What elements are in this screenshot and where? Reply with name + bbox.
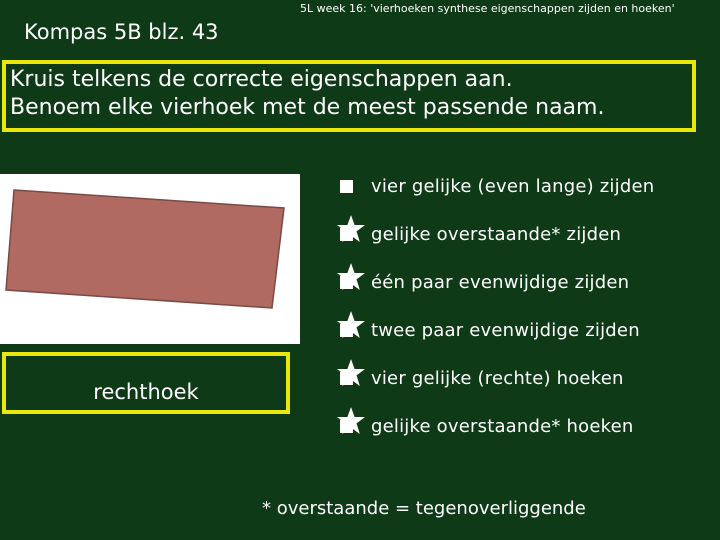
star-icon — [336, 406, 366, 436]
property-item[interactable] — [338, 272, 629, 293]
property-label: vier gelijke (rechte) hoeken — [371, 368, 624, 389]
answer-text: rechthoek — [93, 380, 199, 404]
star-icon — [336, 262, 366, 292]
checkbox-icon[interactable] — [340, 228, 353, 241]
property-label: vier gelijke (even lange) zijden — [371, 176, 655, 197]
quadrilateral-figure — [0, 174, 300, 344]
checkbox-icon[interactable] — [340, 180, 353, 193]
property-label: één paar evenwijdige zijden — [371, 272, 630, 293]
property-item[interactable] — [338, 224, 621, 245]
instructions-box — [2, 60, 696, 132]
shape-panel — [0, 174, 300, 344]
page-title: Kompas 5B blz. 43 — [24, 20, 219, 44]
property-label: gelijke overstaande* zijden — [371, 224, 622, 245]
instruction-line-1: Kruis telkens de correcte eigenschappen aan. — [10, 67, 513, 92]
checkbox-icon[interactable] — [340, 276, 353, 289]
property-item[interactable] — [338, 416, 634, 437]
star-icon — [336, 310, 366, 340]
checkbox-icon[interactable] — [340, 420, 353, 433]
star-icon — [336, 358, 366, 388]
instruction-line-2: Benoem elke vierhoek met de meest passende naam. — [10, 95, 605, 120]
property-item[interactable] — [338, 368, 624, 389]
checkbox-icon[interactable] — [340, 372, 353, 385]
checkbox-icon[interactable] — [340, 324, 353, 337]
footnote: * overstaande = tegenoverliggende — [262, 498, 586, 519]
lesson-title: 5L week 16: 'vierhoeken synthese eigenschappen zijden en hoeken' — [300, 2, 675, 15]
star-icon — [336, 214, 366, 244]
answer-box[interactable] — [2, 352, 290, 414]
property-item[interactable] — [338, 320, 640, 341]
property-label: gelijke overstaande* hoeken — [371, 416, 634, 437]
property-label: twee paar evenwijdige zijden — [371, 320, 640, 341]
rectangle-shape — [6, 190, 284, 308]
property-item[interactable] — [338, 176, 654, 197]
